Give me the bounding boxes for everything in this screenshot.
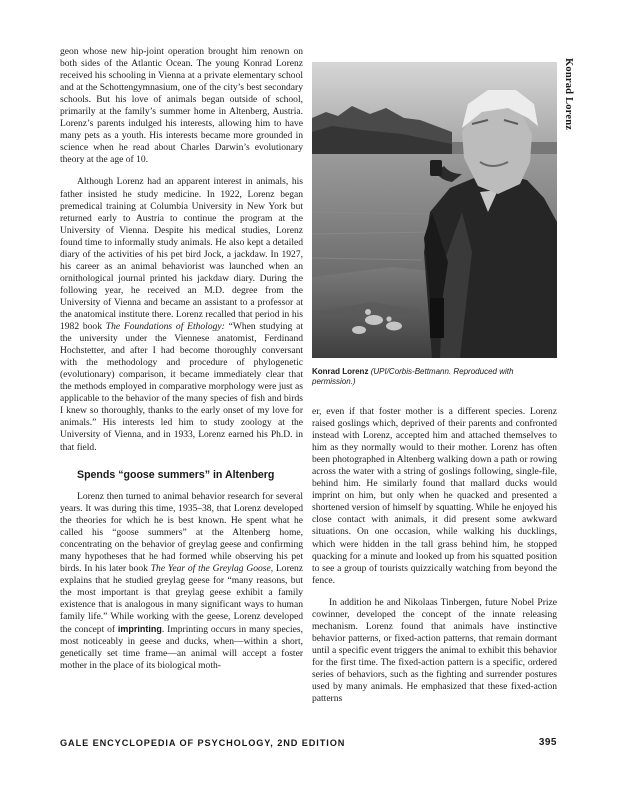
caption-name: Konrad Lorenz [312, 367, 369, 376]
paragraph-goose-summers: Lorenz then turned to animal behavior research for several years. It was during this time, 1935–38, that Lorenz developed the theories for which he is best known. He spent what he called his “goose summers” at the Altenberg home, concentrating on the behavior of greylag geese and confirming many hypotheses that he had formed while observing his pet birds. In his later book The Year of the Greylag Goose, Lorenz explains that he studied greylag geese for “many reasons, but the most important is that greylag geese exhibit a family existence that is analogous in many significant ways to human family life.” While working with the geese, Lorenz developed the concept of imprinting. Imprinting occurs in many species, most noticeably in geese and ducks, when—within a short, genetically set time frame—an animal will accept a foster mother in the place of its biological moth- [60, 490, 304, 672]
footer-title: GALE ENCYCLOPEDIA OF PSYCHOLOGY, 2ND EDITION [60, 738, 346, 748]
paragraph-education: Although Lorenz had an apparent interest in animals, his father insisted he study medicine. In 1922, Lorenz began premedical training at Columbia University in New York but returned early to Austria to continue the program at the University of Vienna. Despite his medical studies, Lorenz found time to informally study animals. He also kept a detailed diary of the activities of his pet bird Jock, a jackdaw. In 1927, his career as an animal behaviorist was launched when an ornithological journal printed his jackdaw diary. During the following year, he received an M.D. degree from the University of Vienna and became an assistant to a professor at the anatomical institute there. Lorenz recalled that period in his 1982 book The Foundations of Ethology: “When studying at the university under the Viennese anatomist, Ferdinand Hochstetter, and after I had become thoroughly conversant with the methodology and procedure of phylogenetic (evolutionary) comparison, it became immediately clear that the methods employed in comparative morphology were just as applicable to the behavior of the many species of fish and birds I knew so thoroughly, thanks to the early onset of my love for animals.” His interests led him to study zoology at the University of Vienna, and in 1933, Lorenz earned his Ph.D. in that field. [60, 176, 303, 453]
right-column [312, 406, 557, 705]
paragraph-early-life: geon whose new hip-joint operation brought him renown on both sides of the Atlantic Ocean. The young Konrad Lorenz received his schooling in Vienna at a private elementary school and at the Schottengymnasium, one of the city’s best secondary schools. But his love of animals began outside of school, primarily at the family’s summer home in Altenberg, Austria. Lorenz’s parents indulged his interests, allowing him to have many pets as a youth. His interests became more grounded in science when he read about Charles Darwin’s evolutionary theory at the age of 10. [60, 46, 303, 166]
left-column [60, 46, 303, 672]
book-title: The Year of the Greylag Goose, [150, 562, 274, 574]
keyword-imprinting: imprinting [117, 624, 162, 635]
photo-konrad-lorenz [312, 62, 557, 358]
paragraph-fixed-action: In addition he and Nikolaas Tinbergen, future Nobel Prize cowinner, developed the concept of the innate releasing mechanism. Lorenz found that animals have instinctive behavior patterns, or fixed-action patterns, that remain dormant until a specific event triggers the animal to exhibit this behavior for the first time. The fixed-action pattern is a specific, ordered series of behaviors, such as the fighting and surrender postures used by many animals. He emphasized that these fixed-action patterns [312, 596, 557, 705]
section-heading: Spends “goose summers” in Altenberg [77, 468, 275, 481]
page-number: 395 [538, 737, 557, 748]
book-title: The Foundations of Ethology: [105, 321, 225, 333]
paragraph-imprinting: er, even if that foster mother is a different species. Lorenz raised goslings which, deprived of their parents and confronted instead with Lorenz, accepted him and attached themselves to him as they normally would to their mother. Lorenz has often been photographed in Altenberg walking down a path or rowing across the water with a string of goslings following, single-file, behind him. He similarly found that mallard ducks would imprint on him, but only when he quacked and presented a shortened version of himself by squatting. While he enjoyed his close contact with animals, it did present some awkward situations. On one occasion, while walking his ducklings, which were hidden in the tall grass behind him, he stopped quacking for a minute and looked up from his squatted position to see a group of tourists quizzically watching from beyond the fence. [312, 406, 557, 586]
photo-caption [312, 367, 557, 387]
running-head: Konrad Lorenz [563, 58, 574, 131]
caption-credit: (UPI/Corbis-Bettmann. Reproduced with permission.) [312, 367, 514, 386]
